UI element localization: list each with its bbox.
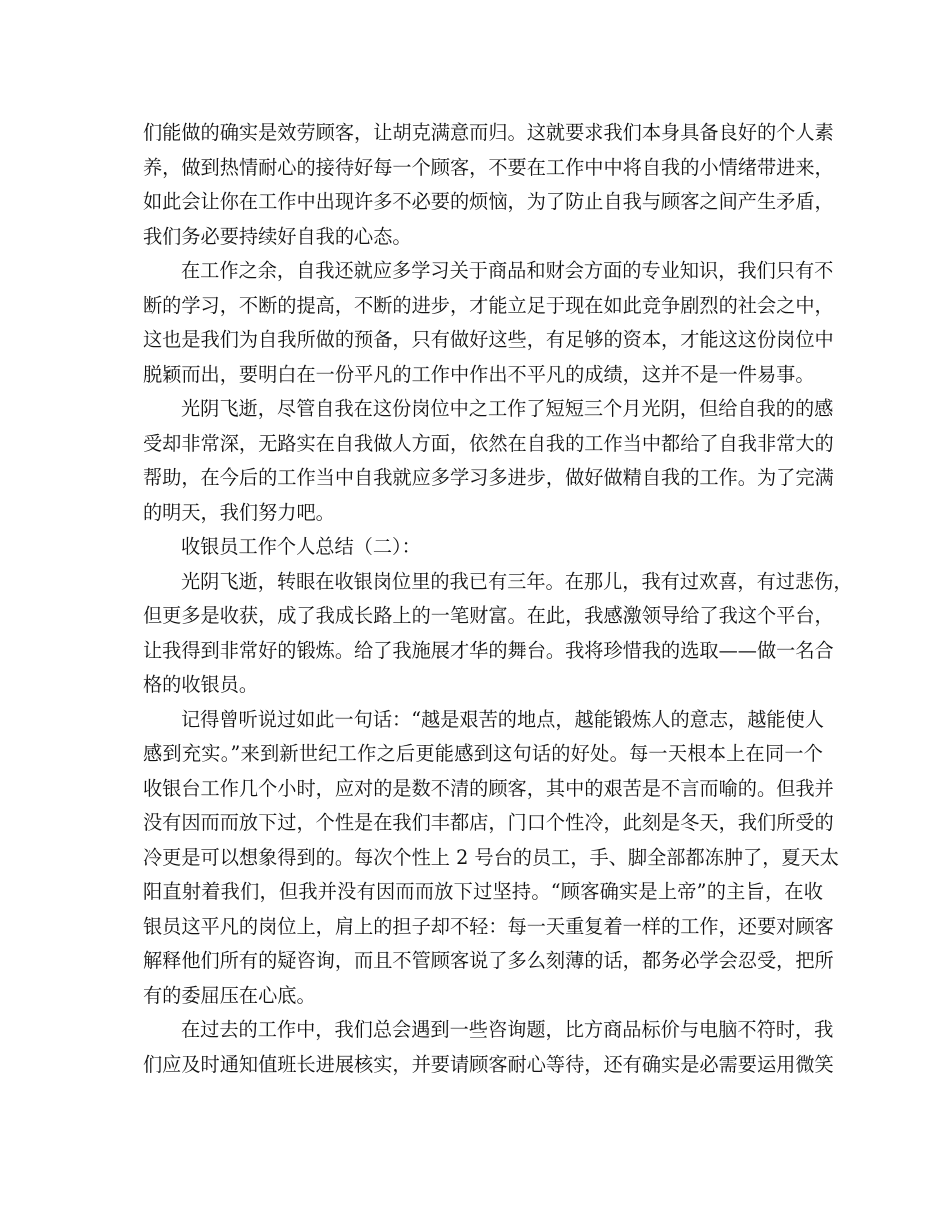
text-line: 我们务必要持续好自我的心态。 (143, 224, 412, 248)
text-line: 在工作之余，自我还就应多学习关于商品和财会方面的专业知识，我们只有不 (181, 259, 834, 282)
text-line: 收银员工作个人总结（二）： (181, 535, 421, 558)
text-line: 如此会让你在工作中出现许多不必要的烦恼，为了防止自我与顾客之间产生矛盾， (143, 190, 834, 213)
text-line: 断的学习，不断的提高，不断的进步，才能立足于现在如此竞争剧烈的社会之中， (143, 293, 834, 317)
text-line: 冷更是可以想象得到的。每次个性上 2 号台的员工，手、脚全部都冻肿了，夏天太 (143, 845, 839, 869)
text-line: 阳直射着我们，但我并没有因而而放下过坚持。“顾客确实是上帝”的主旨，在收 (143, 880, 823, 903)
text-line: 受却非常深，无路实在自我做人方面，依然在自我的工作当中都给了自我非常大的 (143, 431, 834, 455)
text-line: 有的委屈压在心底。 (143, 983, 316, 1007)
text-line: 但更多是收获，成了我成长路上的一笔财富。在此，我感激领导给了我这个平台， (143, 604, 834, 627)
text-line: 银员这平凡的岗位上，肩上的担子却不轻：每一天重复着一样的工作，还要对顾客 (143, 914, 834, 938)
text-line: 光阴飞逝，转眼在收银岗位里的我已有三年。在那儿，我有过欢喜，有过悲伤， (181, 569, 853, 593)
text-line: 解释他们所有的疑咨询，而且不管顾客说了多么刻薄的话，都务必学会忍受，把所 (143, 949, 834, 972)
text-line: 养，做到热情耐心的接待好每一个顾客，不要在工作中中将自我的小情绪带进来， (143, 155, 834, 179)
text-line: 们应及时通知值班长进展核实，并要请顾客耐心等待，还有确实是必需要运用微笑 (143, 1052, 834, 1076)
text-line: 脱颖而出，要明白在一份平凡的工作中作出不平凡的成绩，这并不是一件易事。 (143, 362, 815, 386)
text-line: 们能做的确实是效劳顾客，让胡克满意而归。这就要求我们本身具备良好的个人素 (143, 121, 834, 144)
text-line: 感到充实。”来到新世纪工作之后更能感到这句话的好处。每一天根本上在同一个 (143, 742, 823, 765)
text-line: 格的收银员。 (143, 673, 259, 696)
text-line: 的明天，我们努力吧。 (143, 500, 335, 524)
document-body (143, 116, 853, 1082)
text-line: 在过去的工作中，我们总会遇到一些咨询题，比方商品标价与电脑不符时，我 (181, 1018, 834, 1041)
text-line: 帮助，在今后的工作当中自我就应多学习多进步，做好做精自我的工作。为了完满 (143, 466, 834, 489)
text-line: 这也是我们为自我所做的预备，只有做好这些，有足够的资本，才能这这份岗位中 (143, 328, 834, 351)
text-line: 光阴飞逝，尽管自我在这份岗位中之工作了短短三个月光阴，但给自我的的感 (181, 397, 834, 420)
text-line: 没有因而而放下过，个性是在我们丰都店，门口个性冷，此刻是冬天，我们所受的 (143, 811, 834, 834)
text-line: 记得曾听说过如此一句话：“越是艰苦的地点，越能锻炼人的意志，越能使人 (181, 707, 824, 731)
text-line: 收银台工作几个小时，应对的是数不清的顾客，其中的艰苦是不言而喻的。但我并 (143, 776, 834, 800)
text-line: 让我得到非常好的锻炼。给了我施展才华的舞台。我将珍惜我的选取——做一名合 (143, 638, 834, 662)
